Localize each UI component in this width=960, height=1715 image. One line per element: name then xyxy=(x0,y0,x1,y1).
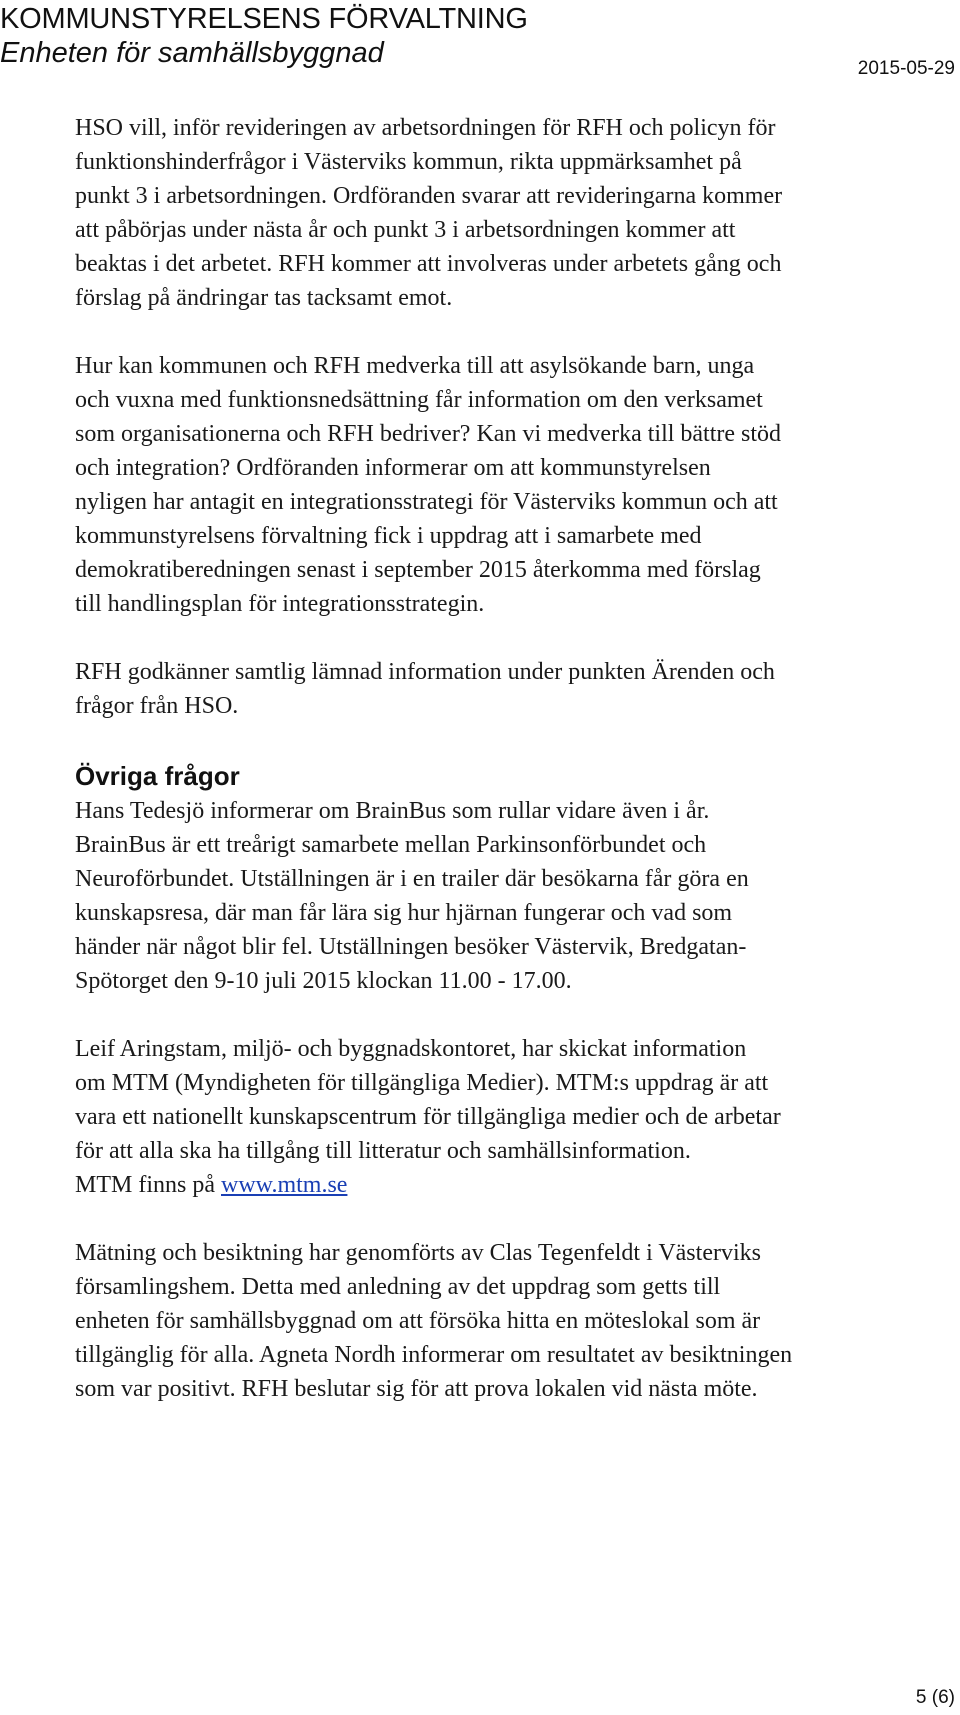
unit-name: Enheten för samhällsbyggnad xyxy=(0,37,384,69)
paragraph-mtm-link-line xyxy=(75,1168,960,1202)
page-header xyxy=(0,2,960,70)
paragraph-mtm: Leif Aringstam, miljö- och byggnadskontoret, har skickat information om MTM (Myndigheten för tillgängliga Medier). MTM:s uppdrag är att vara ett nationellt kunskapscentrum för tillgängliga medier och de arbetar för att alla ska ha tillgång till litteratur och samhällsinformation. xyxy=(75,1036,781,1164)
document-date: 2015-05-29 xyxy=(857,58,955,79)
paragraph-asylum-question: Hur kan kommunen och RFH medverka till att asylsökande barn, unga och vuxna med funktionsnedsättning får information om den verksamet som organisationerna och RFH bedriver? Kan vi medverka till bättre stöd och integration? Ordföranden informerar om att kommunstyrelsen nyligen har antagit en integrationsstrategi för Västerviks kommun och att kommunstyrelsens förvaltning fick i uppdrag att i samarbete med demokratiberedningen senast i september 2015 återkomma med förslag till handlingsplan för integrationsstrategin. xyxy=(75,353,782,617)
page-number: 5 (6) xyxy=(915,1687,955,1708)
section-heading-other-questions: Övriga frågor xyxy=(75,761,240,791)
mtm-website-link[interactable]: www.mtm.se xyxy=(221,1172,348,1198)
paragraph-brainbus: Hans Tedesjö informerar om BrainBus som rullar vidare även i år. BrainBus är ett treårigt samarbete mellan Parkinsonförbundet och Neuroförbundet. Utställningen är i en trailer där besökarna får göra en kunskapsresa, där man får lära sig hur hjärnan fungerar och vad som händer när något blir fel. Utställningen besöker Västervik, Bredgatan- Spötorget den 9-10 juli 2015 klockan 11.00 - 17.00. xyxy=(75,798,749,994)
paragraph-inspection: Mätning och besiktning har genomförts av Clas Tegenfeldt i Västerviks församlingshem. Detta med anledning av det uppdrag som getts till enheten för samhällsbyggnad om att försöka hitta en möteslokal som är tillgänglig för alla. Agneta Nordh informerar om resultatet av besiktningen som var positivt. RFH beslutar sig för att prova lokalen vid nästa möte. xyxy=(75,1240,793,1402)
organization-name: KOMMUNSTYRELSENS FÖRVALTNING xyxy=(0,3,528,35)
paragraph-approval: RFH godkänner samtlig lämnad information under punkten Ärenden och frågor från HSO. xyxy=(75,659,775,719)
paragraph-hso-revision: HSO vill, inför revideringen av arbetsordningen för RFH och policyn för funktionshinderfrågor i Västerviks kommun, rikta uppmärksamhet på punkt 3 i arbetsordningen. Ordföranden svarar att revideringarna kommer att påbörjas under nästa år och punkt 3 i arbetsordningen kommer att beaktas i det arbetet. RFH kommer att involveras under arbetets gång och förslag på ändringar tas tacksamt emot. xyxy=(75,115,783,311)
mtm-link-prefix: MTM finns på xyxy=(75,1172,221,1198)
document-body xyxy=(75,111,960,1406)
